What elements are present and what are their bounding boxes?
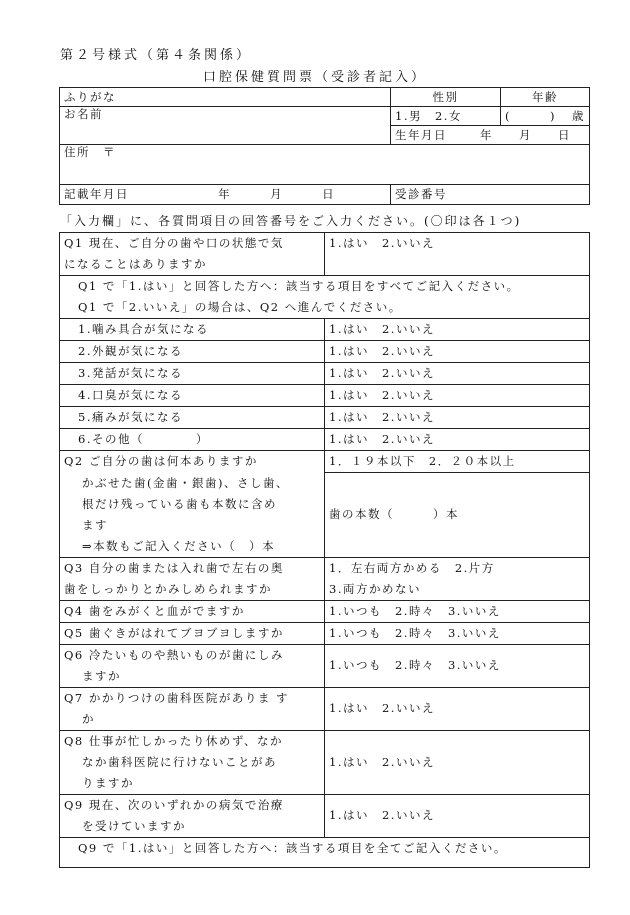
q1-sub-item: 5.痛みが気になる xyxy=(60,407,325,429)
q1-sub-answer[interactable]: 1.はい 2.いいえ xyxy=(325,319,590,341)
q1-sub-answer[interactable]: 1.はい 2.いいえ xyxy=(325,385,590,407)
age-field[interactable] xyxy=(501,107,590,126)
q1-answer[interactable]: 1.はい 2.いいえ xyxy=(325,233,590,276)
q4-answer[interactable]: 1.いつも 2.時々 3.いいえ xyxy=(325,600,590,622)
q2-question: Q2 ご自分の歯は何本ありますか xyxy=(60,451,325,473)
q8-answer[interactable]: 1.はい 2.いいえ xyxy=(325,730,590,794)
q1-sub-answer[interactable]: 1.はい 2.いいえ xyxy=(325,363,590,385)
q6-answer[interactable]: 1.いつも 2.時々 3.いいえ xyxy=(325,644,590,687)
q1-question: Q1 現在、ご自分の歯や口の状態で気 になることはありますか xyxy=(60,233,325,276)
q1-sub-answer[interactable]: 1.はい 2.いいえ xyxy=(325,407,590,429)
q4-question: Q4 歯をみがくと血がでますか xyxy=(60,600,325,622)
form-number: 第２号様式（第４条関係） xyxy=(60,48,253,63)
furigana-label: ふりがな xyxy=(60,88,391,107)
entry-date-field[interactable] xyxy=(60,185,391,205)
q1-sub-item: 3.発話が気になる xyxy=(60,363,325,385)
q7-answer[interactable]: 1.はい 2.いいえ xyxy=(325,687,590,730)
entry-date-label: 記載年月日 xyxy=(64,187,129,201)
gender-options[interactable]: 1.男 2.女 xyxy=(391,107,501,126)
q5-answer[interactable]: 1.いつも 2.時々 3.いいえ xyxy=(325,622,590,644)
age-header: 年齢 xyxy=(501,88,590,107)
q2-answer-count[interactable]: 歯の本数（ ）本 xyxy=(325,473,590,558)
page-title: 口腔保健質問票（受診者記入） xyxy=(203,70,428,85)
q9-answer[interactable]: 1.はい 2.いいえ xyxy=(325,794,590,837)
q1-sub-item: 1.噛み具合が気になる xyxy=(60,319,325,341)
gender-header: 性別 xyxy=(391,88,501,107)
q6-question: Q6 冷たいものや熱いものが歯にしみ ますか xyxy=(60,644,325,687)
q8-question: Q8 仕事が忙しかったり休めず、なか なか歯科医院に行けないことがあ りますか xyxy=(60,730,325,794)
birth-date-field[interactable] xyxy=(391,126,590,145)
personal-info-table xyxy=(59,87,590,205)
q9-note: Q9 で「1.はい」と回答した方へ：該当する項目を全てご記入ください。 xyxy=(60,837,590,867)
age-paren: ( ) xyxy=(505,108,556,123)
q3-question: Q3 自分の歯または入れ歯で左右の奥 歯をしっかりとかみしめられますか xyxy=(60,557,325,600)
q1-sub-item: 4.口臭が気になる xyxy=(60,385,325,407)
q1-note: Q1 で「1.はい」と回答した方へ：該当する項目をすべてご記入ください。 Q1 で「2.いいえ」の場合は、Q2 へ進んでください。 xyxy=(60,276,590,319)
q1-sub-item: 2.外観が気になる xyxy=(60,341,325,363)
questionnaire-table xyxy=(59,232,590,868)
q9-question: Q9 現在、次のいずれかの病気で治療 を受けていますか xyxy=(60,794,325,837)
q5-question: Q5 歯ぐきがはれてブヨブヨしますか xyxy=(60,622,325,644)
q7-question: Q7 かかりつけの歯科医院がありま す か xyxy=(60,687,325,730)
q2-answer-range[interactable]: 1．１９本以下 2．２０本以上 xyxy=(325,451,590,473)
birth-date-ymd: 年 月 日 xyxy=(480,127,571,142)
q3-answer[interactable]: 1．左右両方かめる 2.片方 3.両方かめない xyxy=(325,557,590,600)
q1-sub-item: 6.その他（ ） xyxy=(60,429,325,451)
q1-sub-answer[interactable]: 1.はい 2.いいえ xyxy=(325,341,590,363)
q2-question-detail: かぶせた歯(金歯・銀歯)、さし歯、 根だけ残っている歯も本数に含め ます ⇒本数もご記入ください（ ）本 xyxy=(60,473,325,558)
birth-date-label: 生年月日 xyxy=(395,127,447,142)
entry-date-ymd: 年 月 日 xyxy=(218,187,336,201)
exam-number-field[interactable]: 受診番号 xyxy=(391,185,590,205)
age-unit: 歳 xyxy=(572,108,585,123)
instruction-text: 「入力欄」に、各質問項目の回答番号をご入力ください。(〇印は各１つ) xyxy=(60,214,522,228)
q1-sub-answer[interactable]: 1.はい 2.いいえ xyxy=(325,429,590,451)
name-label: お名前 xyxy=(60,107,391,145)
address-field[interactable]: 住所 〒 xyxy=(60,145,590,185)
